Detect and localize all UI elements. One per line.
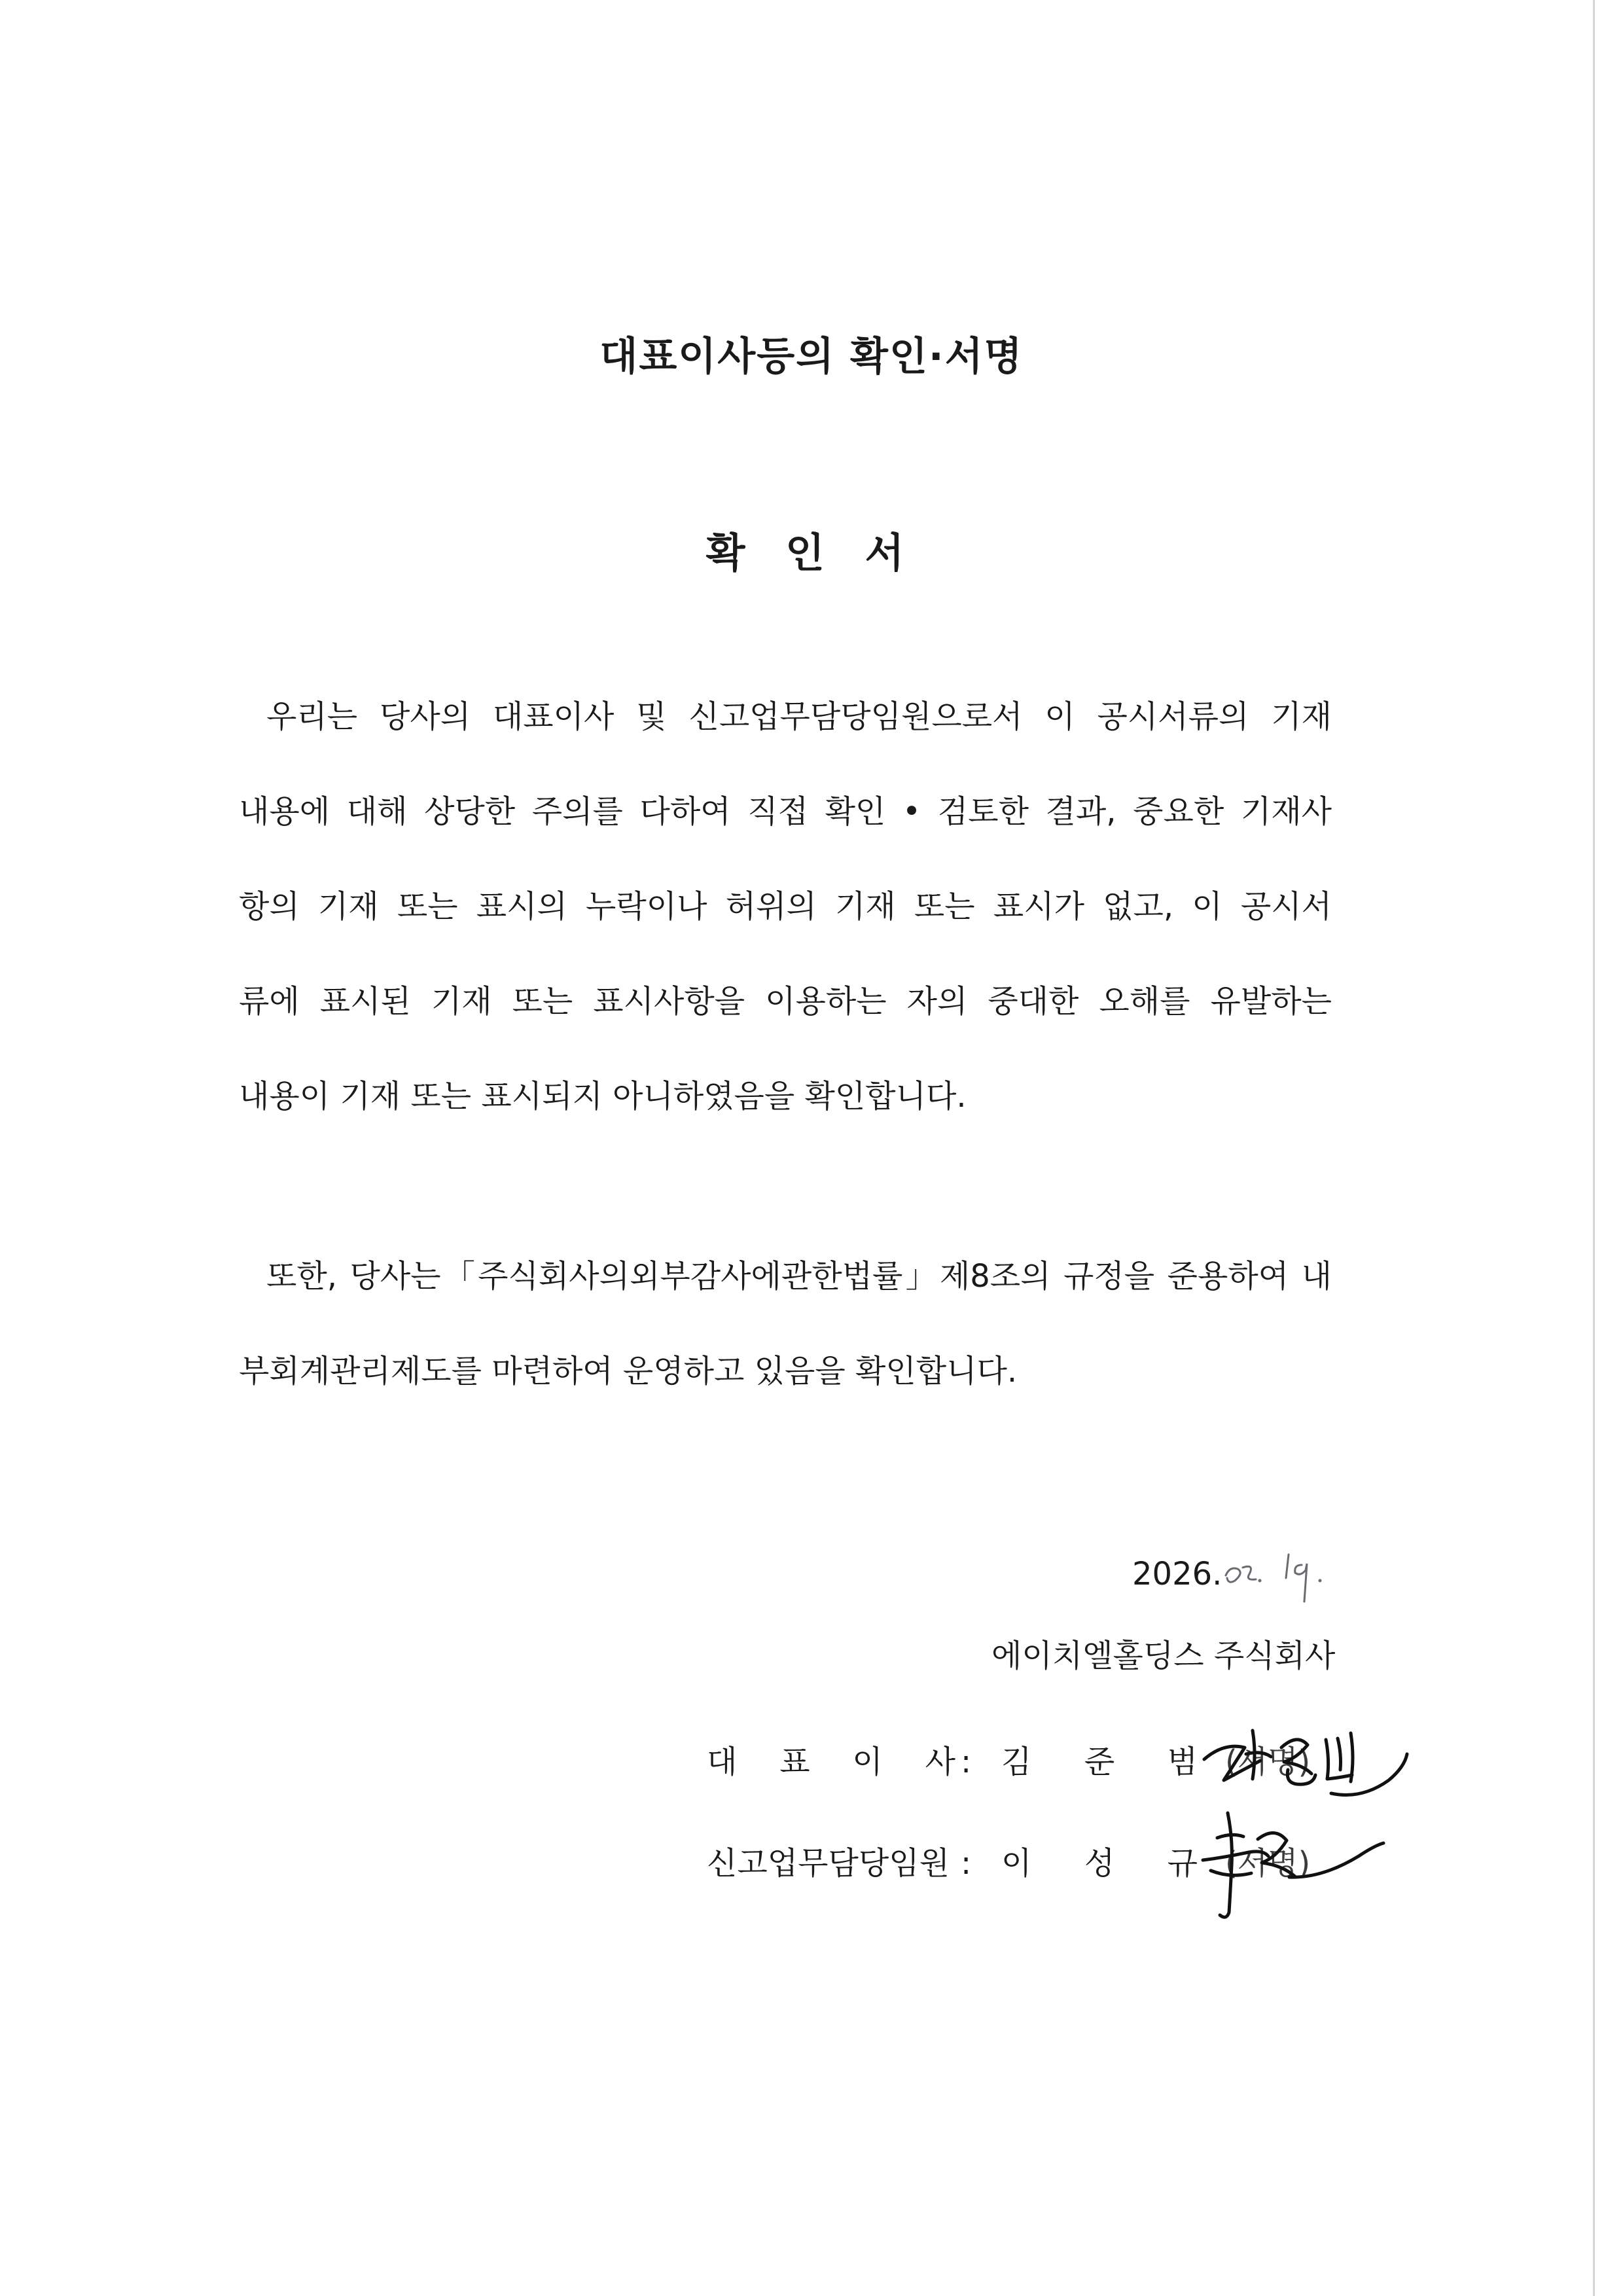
- signatory-role: 대 표 이 사: [707, 1744, 955, 1780]
- signatory-role: 신고업무담당임원: [707, 1845, 950, 1882]
- paragraph-line: 또한, 당사는「주식회사의외부감사에관한법률」제8조의 규정을 준용하여 내: [266, 1258, 1332, 1295]
- paragraph-line: 내용에 대해 상당한 주의를 다하여 직접 확인 • 검토한 결과, 중요한 기재사: [239, 793, 1332, 830]
- signature-placeholder: (서명): [1225, 1744, 1311, 1780]
- signature-placeholder: (서명): [1225, 1845, 1311, 1882]
- paragraph-line: 우리는 당사의 대표이사 및 신고업무담당임원으로서 이 공시서류의 기재: [266, 698, 1332, 735]
- company-name: 에이치엘홀딩스 주식회사: [991, 1638, 1336, 1674]
- document-subtitle: 확 인 서: [705, 529, 918, 577]
- signature-disclosure-officer: [1198, 1800, 1387, 1931]
- signatory-name: 이 성 규: [1001, 1845, 1198, 1882]
- paragraph-line: 내용이 기재 또는 표시되지 아니하였음을 확인합니다.: [239, 1078, 967, 1115]
- signatory-separator: :: [961, 1744, 972, 1780]
- date-printed: 2026.: [1132, 1556, 1222, 1592]
- handwritten-date: [1221, 1535, 1338, 1607]
- signatory-name: 김 준 범: [1001, 1744, 1198, 1780]
- document-title: 대표이사등의 확인·서명: [599, 334, 1024, 380]
- paragraph-line: 류에 표시된 기재 또는 표시사항을 이용하는 자의 중대한 오해를 유발하는: [239, 983, 1332, 1020]
- paragraph-line: 부회계관리제도를 마련하여 운영하고 있음을 확인합니다.: [239, 1353, 1018, 1390]
- signatory-separator: :: [961, 1845, 972, 1882]
- signature-ceo: [1198, 1702, 1414, 1806]
- paragraph-line: 항의 기재 또는 표시의 누락이나 허위의 기재 또는 표시가 없고, 이 공시서: [239, 888, 1332, 925]
